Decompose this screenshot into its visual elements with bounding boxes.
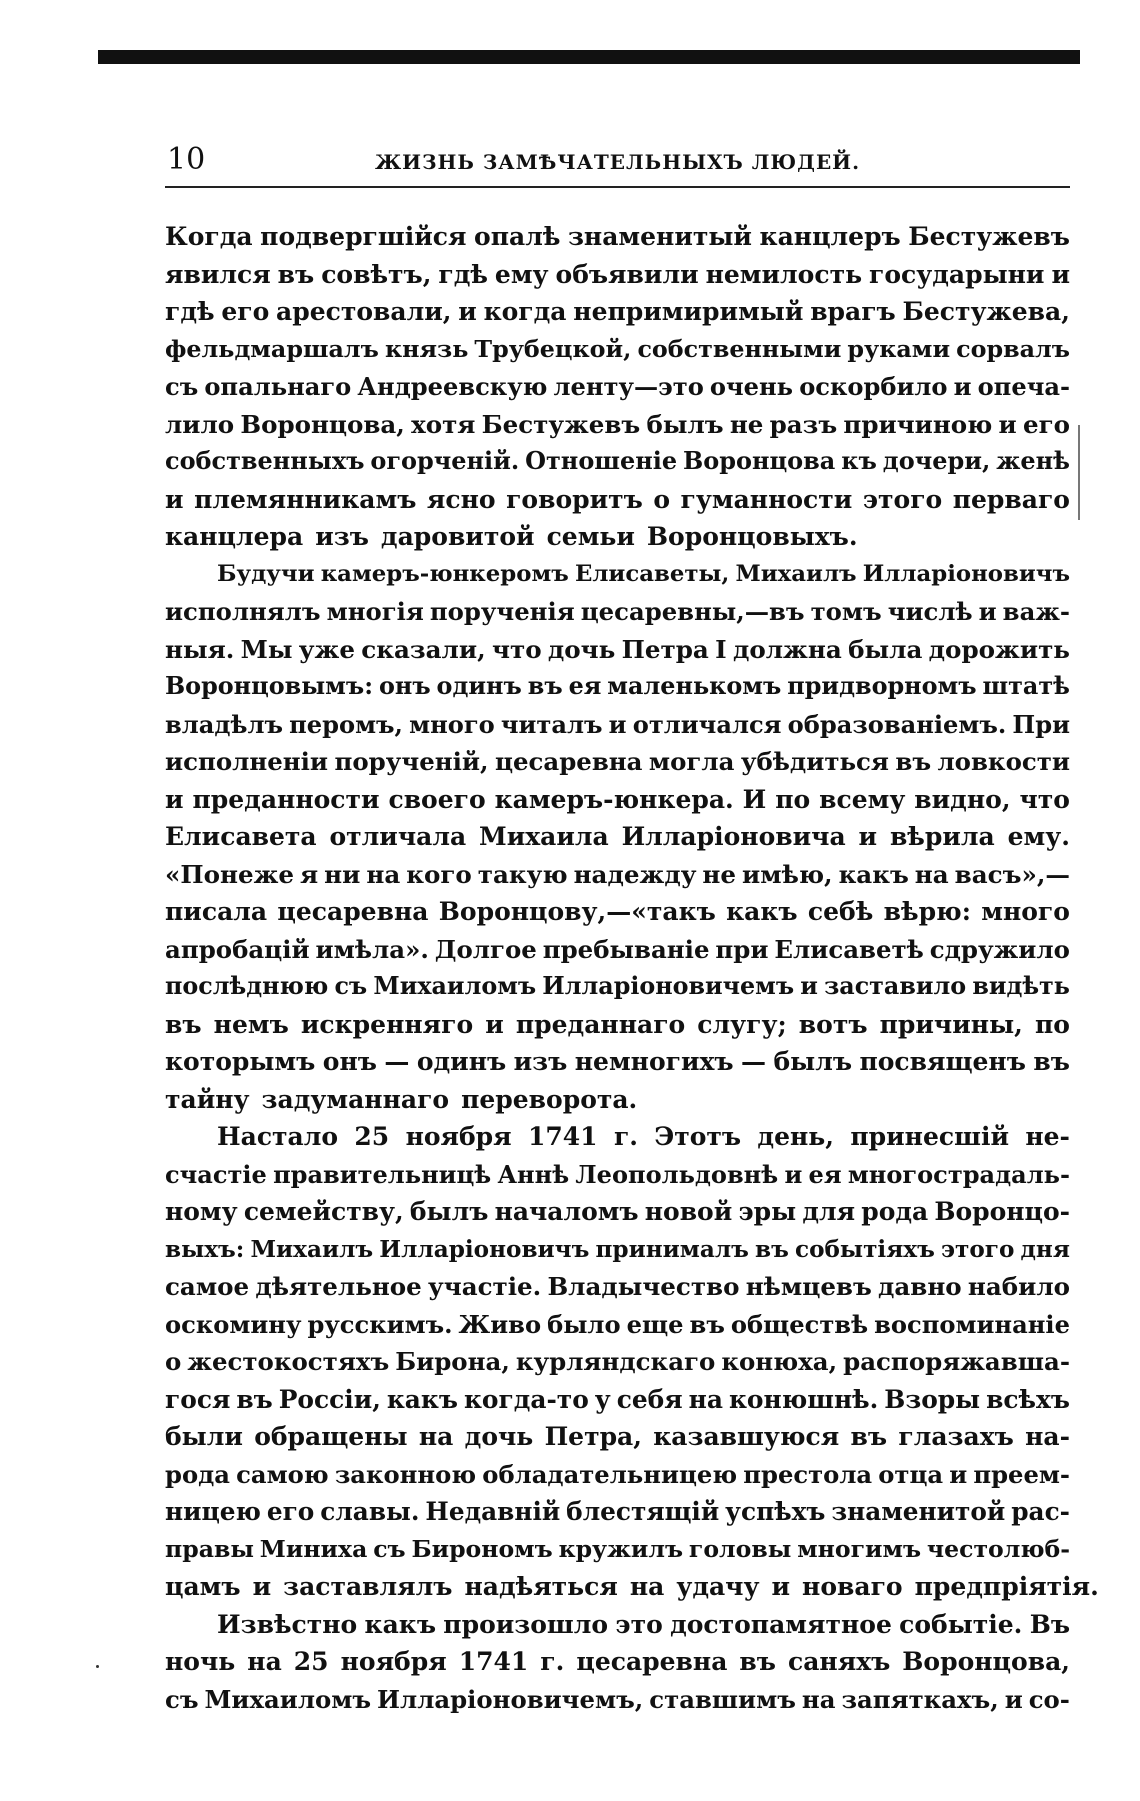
text-line: ному семейству, былъ началомъ новой эры для рода Воронцо-: [165, 1197, 1070, 1226]
text-line: ницею его славы. Недавній блестящій успѣхъ знаменитой рас-: [165, 1497, 1070, 1526]
running-title: ЖИЗНЬ ЗАМѢЧАТЕЛЬНЫХЪ ЛЮДЕЙ.: [374, 150, 861, 174]
text-line: Настало 25 ноября 1741 г. Этотъ день, принесшій не-: [217, 1122, 1070, 1151]
text-line: Елисавета отличала Михаила Илларіоновича и вѣрила ему.: [165, 822, 1070, 851]
text-line: Воронцовымъ: онъ одинъ въ ея маленькомъ придворномъ штатѣ: [165, 672, 1070, 700]
text-line: исполнялъ многія порученія цесаревны,—въ томъ числѣ и важ-: [165, 597, 1070, 626]
text-line: писала цесаревна Воронцову,—«такъ какъ себѣ вѣрю: много: [165, 897, 1070, 926]
running-head: [165, 138, 1070, 188]
text-line: фельдмаршалъ князь Трубецкой, собственными руками сорвалъ: [165, 334, 1070, 363]
text-line: счастіе правительницѣ Аннѣ Леопольдовнѣ и ея многострадаль-: [165, 1159, 1070, 1189]
page-number: 10: [167, 142, 206, 177]
text-line: цамъ и заставлялъ надѣяться на удачу и новаго предпріятія.: [165, 1572, 1099, 1601]
text-line: правы Миниха съ Бирономъ кружилъ головы многимъ честолюб-: [165, 1534, 1070, 1563]
text-line: явился въ совѣтъ, гдѣ ему объявили немилость государыни и: [165, 259, 1070, 289]
text-line: исполненіи порученій, цесаревна могла убѣдиться въ ловкости: [165, 747, 1070, 776]
text-line: Когда подвергшійся опалѣ знаменитый канцлеръ Бестужевъ: [165, 222, 1070, 251]
body-text: [165, 218, 1099, 1718]
text-line: выхъ: Михаилъ Илларіоновичъ принималъ въ событіяхъ этого дня: [165, 1235, 1070, 1263]
text-line: въ немъ искренняго и преданнаго слугу; вотъ причины, по: [165, 1009, 1070, 1039]
text-line: съ Михаиломъ Илларіоновичемъ, ставшимъ на запяткахъ, и со-: [165, 1684, 1070, 1714]
text-line: «Понеже я ни на кого такую надежду не имѣю, какъ на васъ»,—: [165, 859, 1070, 889]
margin-mark: [1078, 425, 1080, 520]
page-speck: [96, 1665, 99, 1668]
text-line: и преданности своего камеръ-юнкера. И по всему видно, что: [165, 784, 1070, 814]
text-line: послѣднюю съ Михаиломъ Илларіоновичемъ и заставило видѣть: [165, 972, 1070, 1000]
text-line: Извѣстно какъ произошло это достопамятное событіе. Въ: [217, 1609, 1070, 1639]
text-line: гося въ Россіи, какъ когда-то у себя на конюшнѣ. Взоры всѣхъ: [165, 1384, 1070, 1414]
text-line: канцлера изъ даровитой семьи Воронцовыхъ.: [165, 522, 858, 551]
text-line: и племянникамъ ясно говоритъ о гуманности этого перваго: [165, 484, 1070, 514]
text-line: оскомину русскимъ. Живо было еще въ обществѣ воспоминаніе: [165, 1309, 1070, 1339]
text-line: владѣлъ перомъ, много читалъ и отличался образованіемъ. При: [165, 709, 1070, 739]
text-line: ныя. Мы уже сказали, что дочь Петра I должна была дорожить: [165, 634, 1070, 664]
text-line: о жестокостяхъ Бирона, курляндскаго конюха, распоряжавша-: [165, 1347, 1070, 1376]
text-line: самое дѣятельное участіе. Владычество нѣмцевъ давно набило: [165, 1272, 1070, 1301]
text-line: лило Воронцова, хотя Бестужевъ былъ не разъ причиною и его: [165, 409, 1070, 439]
text-line: собственныхъ огорченій. Отношеніе Воронцова къ дочери, женѣ: [165, 447, 1070, 475]
text-line: были обращены на дочь Петра, казавшуюся въ глазахъ на-: [165, 1422, 1070, 1451]
text-line: гдѣ его арестовали, и когда непримиримый врагъ Бестужева,: [165, 297, 1070, 326]
text-line: ночь на 25 ноября 1741 г. цесаревна въ саняхъ Воронцова,: [165, 1647, 1070, 1676]
text-line: съ опальнаго Андреевскую ленту—это очень оскорбило и опеча-: [165, 372, 1070, 401]
text-line: тайну задуманнаго переворота.: [165, 1084, 638, 1114]
text-line: рода самою законною обладательницею престола отца и преем-: [165, 1459, 1070, 1489]
text-line: Будучи камеръ-юнкеромъ Елисаветы, Михаилъ Илларіоновичъ: [217, 560, 1070, 587]
top-rule: [98, 50, 1080, 64]
text-line: которымъ онъ — одинъ изъ немногихъ — былъ посвященъ въ: [165, 1047, 1070, 1076]
text-line: апробацій имѣла». Долгое пребываніе при Елисаветѣ сдружило: [165, 934, 1070, 964]
